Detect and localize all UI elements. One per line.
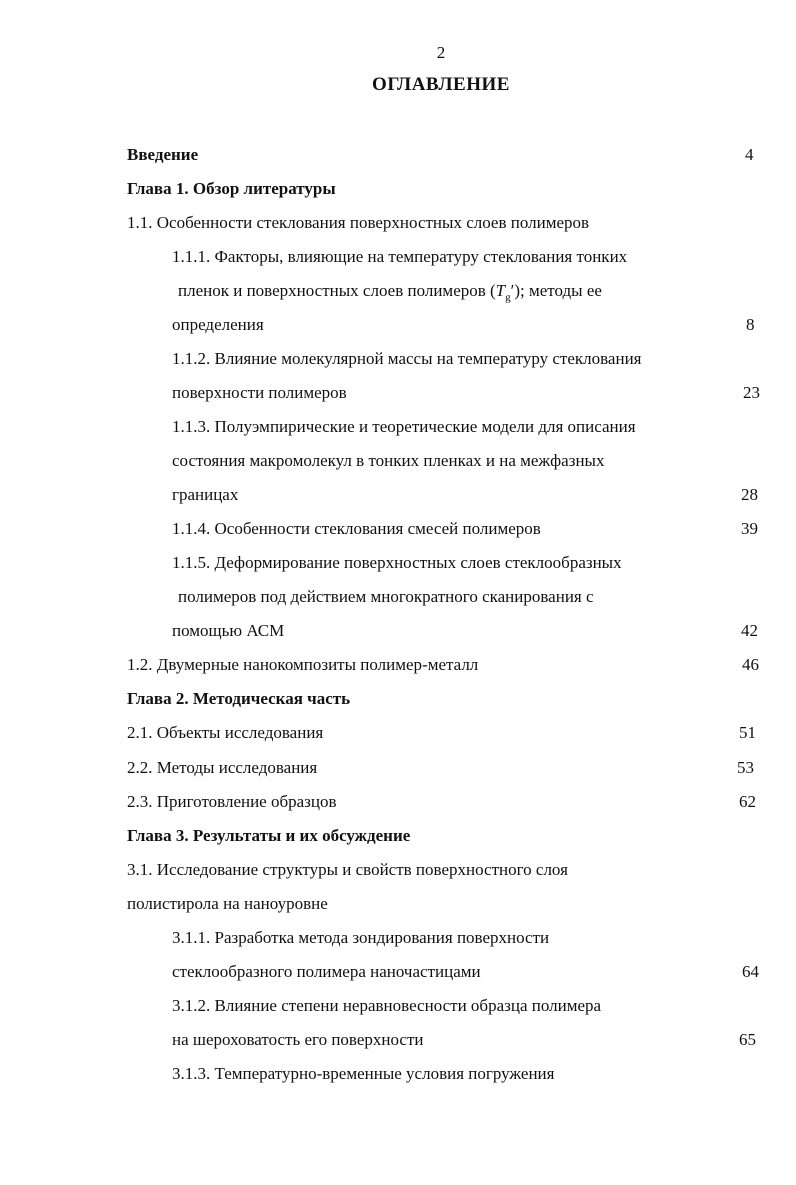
toc-s3-1-2-page: 65	[739, 1030, 756, 1049]
toc-s2-3-title: 2.3. Приготовление образцов	[127, 792, 337, 811]
toc-s1-1-3-line3: границах	[172, 485, 239, 504]
toc-ch1-title: Глава 1. Обзор литературы	[127, 179, 336, 198]
toc-s3-1-1-line1: 3.1.1. Разработка метода зондирования поверхности	[172, 928, 550, 947]
page-number: 2	[436, 43, 446, 62]
toc-s2-1-title: 2.1. Объекты исследования	[127, 723, 324, 742]
tg-subscript: g	[505, 291, 511, 304]
toc-s1-1-1-line3: определения	[172, 315, 264, 334]
toc-s1-1-1-line1: 1.1.1. Факторы, влияющие на температуру стеклования тонких	[172, 247, 628, 266]
toc-s1-1-1-page: 8	[746, 315, 755, 334]
toc-s3-1-2-line2: на шероховатость его поверхности	[172, 1030, 424, 1049]
toc-s1-1-4-page: 39	[741, 519, 758, 538]
toc-s3-1-2-line1: 3.1.2. Влияние степени неравновесности образца полимера	[172, 996, 602, 1015]
toc-s3-1-1-line2: стеклообразного полимера наночастицами	[172, 962, 481, 981]
toc-s1-1-3-line1: 1.1.3. Полуэмпирические и теоретические модели для описания	[172, 417, 636, 436]
page-title: ОГЛАВЛЕНИЕ	[372, 74, 510, 95]
tg-symbol: T	[495, 281, 506, 300]
toc-s2-2-title: 2.2. Методы исследования	[127, 758, 318, 777]
toc-s3-1-line1: 3.1. Исследование структуры и свойств поверхностного слоя	[127, 860, 568, 879]
toc-s1-2-title: 1.2. Двумерные нанокомпозиты полимер-металл	[127, 655, 479, 674]
toc-s1-1-5-line1: 1.1.5. Деформирование поверхностных слоев стеклообразных	[172, 553, 622, 572]
toc-s1-1-2-line2: поверхности полимеров	[172, 383, 347, 402]
toc-ch2-title: Глава 2. Методическая часть	[127, 689, 351, 708]
toc-s1-1-2-page: 23	[743, 383, 760, 402]
toc-s1-1-5-page: 42	[741, 621, 758, 640]
toc-s1-1-4-title: 1.1.4. Особенности стеклования смесей полимеров	[172, 519, 541, 538]
toc-s2-3-page: 62	[739, 792, 756, 811]
toc-s1-1-5-line2: полимеров под действием многократного сканирования с	[178, 587, 594, 606]
toc-s1-1-title: 1.1. Особенности стеклования поверхностных слоев полимеров	[127, 213, 590, 232]
toc-intro-title: Введение	[127, 145, 199, 164]
toc-s3-1-1-page: 64	[742, 962, 759, 981]
toc-s3-1-line2: полистирола на наноуровне	[127, 894, 328, 913]
toc-s3-1-3-line1: 3.1.3. Температурно-временные условия погружения	[172, 1064, 555, 1083]
toc-intro-page: 4	[745, 145, 754, 164]
toc-s1-1-1-line2: пленок и поверхностных слоев полимеров $(T_g')$; методы ее	[178, 281, 602, 304]
toc-s1-2-page: 46	[742, 655, 759, 674]
toc-s1-1-3-line2: состояния макромолекул в тонких пленках и на межфазных	[172, 451, 605, 470]
toc-ch3-title: Глава 3. Результаты и их обсуждение	[127, 826, 411, 845]
toc-s1-1-5-line3: помощью АСМ	[172, 621, 285, 640]
toc-s1-1-2-line1: 1.1.2. Влияние молекулярной массы на температуру стеклования	[172, 349, 642, 368]
toc-s1-1-3-page: 28	[741, 485, 758, 504]
toc-s2-1-page: 51	[739, 723, 756, 742]
toc-s2-2-page: 53	[737, 758, 754, 777]
